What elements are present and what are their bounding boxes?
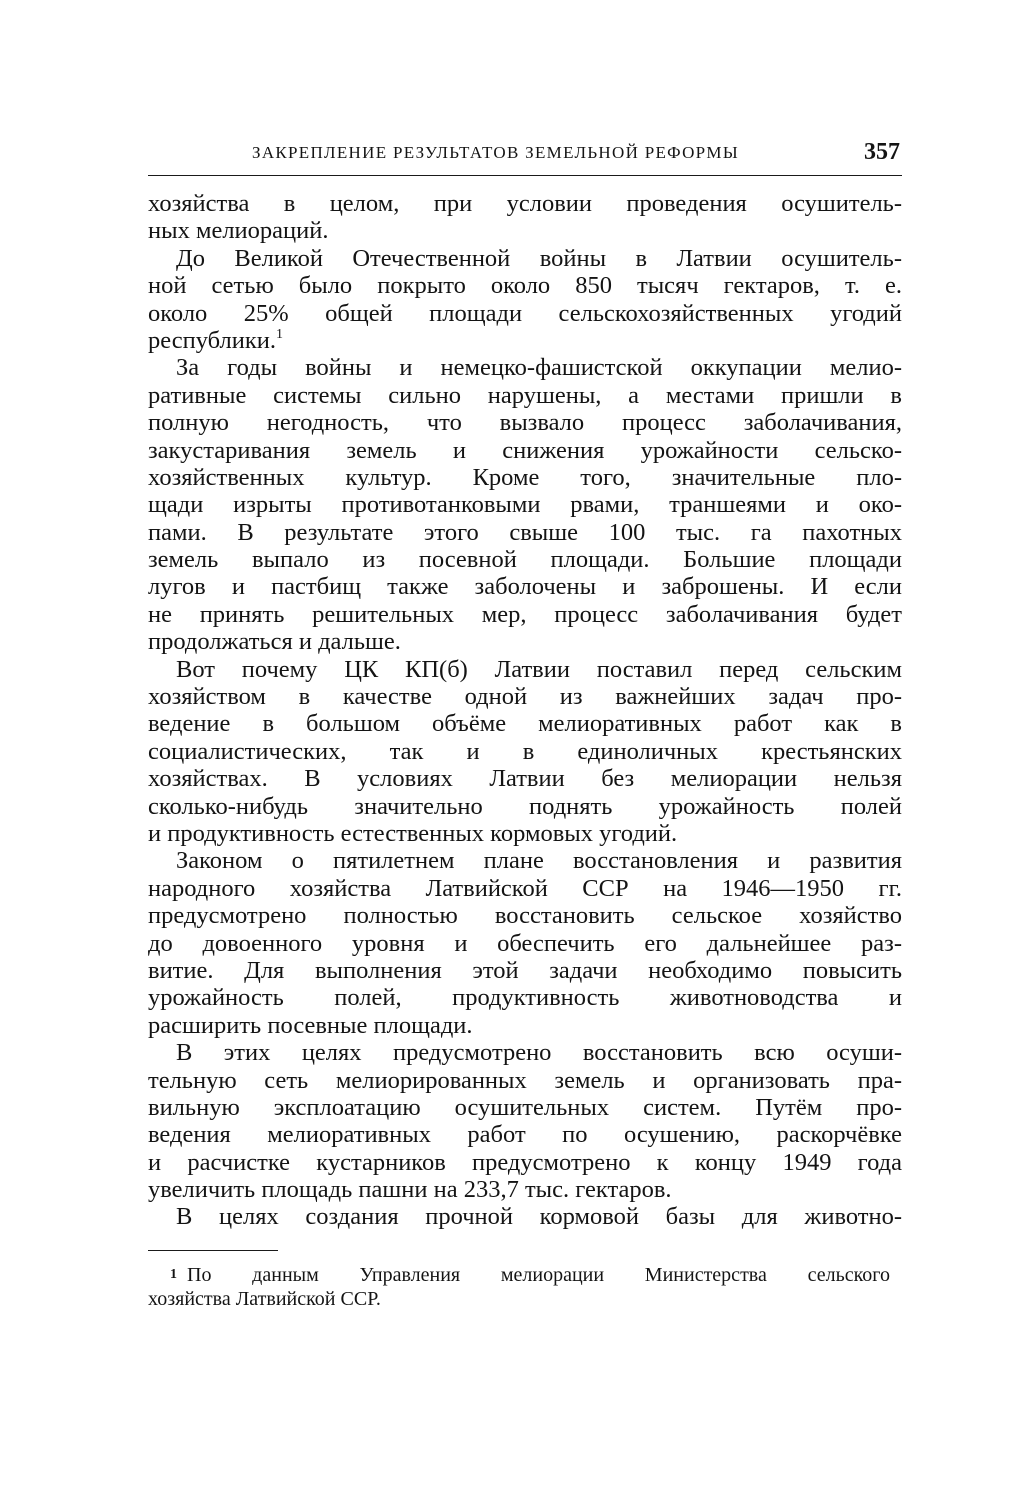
text-line: тельную сеть мелиорированных земель и организовать пра- bbox=[148, 1066, 902, 1094]
text-line: хозяйствах. В условиях Латвии без мелиорации нельзя bbox=[148, 765, 902, 793]
text-line: ных мелиораций. bbox=[148, 217, 329, 245]
text-line: закустаривания земель и снижения урожайности сельско- bbox=[148, 436, 902, 464]
footnote-marker: 1 bbox=[170, 1267, 177, 1282]
text-line: хозяйством в качестве одной из важнейших задач про- bbox=[148, 683, 902, 711]
text-line: хозяйства в целом, при условии проведения осушитель- bbox=[148, 190, 902, 217]
text-line: предусмотрено полностью восстановить сельское хозяйство bbox=[148, 902, 902, 930]
text-line: до довоенного уровня и обеспечить его дальнейшее раз- bbox=[148, 929, 902, 957]
text-line: около 25% общей площади сельскохозяйственных угодий bbox=[148, 299, 902, 327]
text-line: За годы войны и немецко-фашистской оккупации мелио- bbox=[176, 354, 902, 382]
text-line: земель выпало из посевной площади. Большие площади bbox=[148, 546, 902, 574]
running-head bbox=[148, 141, 902, 176]
text-line: республики. bbox=[148, 326, 276, 354]
text-line: продолжаться и дальше. bbox=[148, 628, 401, 656]
footnote-separator bbox=[148, 1250, 278, 1251]
text-line: ной сетью было покрыто около 850 тысяч гектаров, т. е. bbox=[148, 272, 902, 300]
text-line: народного хозяйства Латвийской ССР на 1946—1950 гг. bbox=[148, 874, 902, 902]
text-line: лугов и пастбищ также заболочены и заброшены. И если bbox=[148, 573, 902, 601]
text-line: сколько-нибудь значительно поднять урожайность полей bbox=[148, 792, 902, 820]
text-line: и расчистке кустарников предусмотрено к концу 1949 года bbox=[148, 1148, 902, 1176]
text-line: Законом о пятилетнем плане восстановления и развития bbox=[176, 847, 902, 875]
footnotes bbox=[148, 1263, 890, 1311]
text-line: расширить посевные площади. bbox=[148, 1011, 473, 1039]
text-line: витие. Для выполнения этой задачи необходимо повысить bbox=[148, 956, 902, 984]
text-line: Вот почему ЦК КП(б) Латвии поставил перед сельским bbox=[176, 655, 902, 683]
text-line: ративные системы сильно нарушены, а местами пришли в bbox=[148, 381, 902, 409]
text-line: не принять решительных мер, процесс заболачивания будет bbox=[148, 600, 902, 628]
text-line: пами. В результате этого свыше 100 тыс. га пахотных bbox=[148, 518, 902, 546]
text-line: хозяйственных культур. Кроме того, значительные пло- bbox=[148, 463, 902, 491]
text-line: ведения мелиоративных работ по осушению, раскорчёвке bbox=[148, 1121, 902, 1149]
text-line: урожайность полей, продуктивность животноводства и bbox=[148, 984, 902, 1012]
footnote-text: По данным Управления мелиорации Министерства сельского bbox=[187, 1264, 890, 1286]
text-line: полную негодность, что вызвало процесс заболачивания, bbox=[148, 409, 902, 437]
page-number: 357 bbox=[864, 139, 900, 165]
footnote-text: хозяйства Латвийской ССР. bbox=[148, 1288, 381, 1310]
footnote-reference: 1 bbox=[275, 326, 283, 342]
text-line: В этих целях предусмотрено восстановить всю осуши- bbox=[176, 1039, 902, 1067]
text-line: социалистических, так и в единоличных крестьянских bbox=[148, 737, 902, 765]
text-line: ведение в большом объёме мелиоративных работ как в bbox=[148, 710, 902, 738]
text-line: щади изрыты противотанковыми рвами, траншеями и око- bbox=[148, 491, 902, 519]
text-line: и продуктивность естественных кормовых угодий. bbox=[148, 819, 678, 847]
text-line: До Великой Отечественной войны в Латвии осушитель- bbox=[176, 244, 902, 272]
body-text bbox=[148, 190, 902, 1231]
text-line: увеличить площадь пашни на 233,7 тыс. гектаров. bbox=[148, 1176, 672, 1204]
text-line: вильную эксплоатацию осушительных систем. Путём про- bbox=[148, 1093, 902, 1121]
footnote-line-with-marker bbox=[148, 1263, 890, 1287]
text-line-with-footnote-ref bbox=[148, 327, 902, 354]
text-line: В целях создания прочной кормовой базы для животно- bbox=[176, 1203, 902, 1231]
running-title: ЗАКРЕПЛЕНИЕ РЕЗУЛЬТАТОВ ЗЕМЕЛЬНОЙ РЕФОРМЫ bbox=[252, 143, 739, 162]
